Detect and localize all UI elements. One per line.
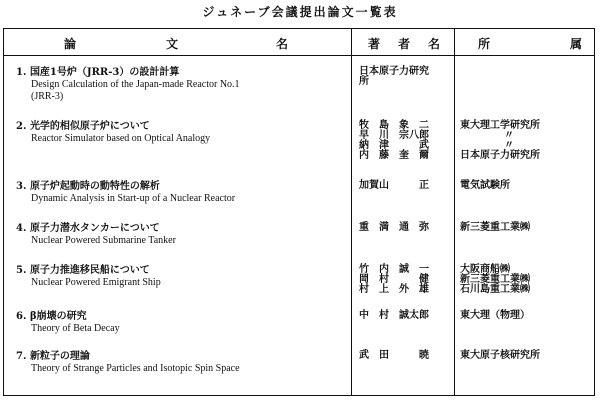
affiliation: 大阪商船㈱ — [460, 264, 510, 275]
paper-title — [16, 311, 351, 335]
affiliation: 日本原子力研究所 — [460, 150, 540, 161]
affiliation: 〃 — [504, 130, 514, 141]
paper-title — [16, 121, 351, 145]
affiliation-list — [460, 311, 592, 321]
header-author-1: 著 — [368, 37, 381, 51]
paper-title-en: Reactor Simulator based on Optical Analogy — [31, 133, 211, 144]
paper-title — [16, 351, 351, 375]
author-name: 内 藤 奎 爾 — [359, 150, 429, 161]
paper-title-en: Nuclear Powered Emigrant Ship — [31, 277, 161, 288]
paper-number: 6. — [16, 311, 27, 322]
header-affiliation-2: 属 — [570, 37, 583, 51]
paper-title-en: (JRR-3) — [31, 91, 64, 102]
papers-table — [3, 28, 595, 396]
author-name: 中 村 誠太郎 — [359, 310, 429, 321]
paper-title-ja: 光学的相似原子炉について — [29, 121, 150, 132]
author-name: 早 川 宗八郎 — [359, 130, 429, 141]
paper-title — [16, 181, 351, 205]
author-list — [359, 181, 447, 191]
affiliation: 〃 — [504, 140, 514, 151]
affiliation: 新三菱重工業㈱ — [460, 274, 530, 285]
author-name: 武 田 暁 — [359, 350, 429, 361]
affiliation-list — [460, 223, 592, 233]
column-divider — [351, 29, 352, 395]
affiliation: 電気試験所 — [460, 180, 510, 191]
author-name: 納 津 武 — [359, 140, 429, 151]
affiliation: 東大理工学研究所 — [460, 120, 540, 131]
paper-title-ja: 新粒子の理論 — [29, 351, 90, 362]
paper-title-ja: 原子力潜水タンカーについて — [29, 223, 160, 234]
author-name: 重 満 通 弥 — [359, 222, 429, 233]
header-author-3: 名 — [428, 37, 441, 51]
column-divider — [454, 29, 455, 395]
affiliation: 東大理（物理） — [460, 310, 530, 321]
paper-title-en: Nuclear Powered Submarine Tanker — [31, 235, 176, 246]
author-name: 日本原子力研究 — [359, 66, 429, 77]
header-divider — [4, 55, 594, 56]
author-list — [359, 223, 447, 233]
affiliation-list — [460, 351, 592, 361]
paper-number: 5. — [16, 265, 27, 276]
author-name: 岡 村 健 — [359, 274, 429, 285]
header-paper-2: 文 — [166, 37, 179, 51]
paper-title — [16, 265, 351, 289]
header-paper-3: 名 — [276, 37, 289, 51]
affiliation: 石川島重工業㈱ — [460, 284, 530, 295]
paper-number: 3. — [16, 181, 27, 192]
paper-title-en: Theory of Beta Decay — [31, 323, 120, 334]
paper-title — [16, 67, 351, 103]
paper-number: 2. — [16, 121, 27, 132]
affiliation-list — [460, 121, 592, 161]
author-list — [359, 311, 447, 321]
paper-title-ja: β崩壊の研究 — [29, 311, 87, 322]
author-list — [359, 67, 447, 87]
author-name: 所 — [359, 76, 369, 87]
header-author-2: 者 — [398, 37, 411, 51]
paper-title-ja: 原子炉起動時の動特性の解析 — [29, 181, 160, 192]
author-list — [359, 121, 447, 161]
author-name: 加賀山 正 — [359, 180, 429, 191]
paper-title-ja: 国産1号炉（JRR-3）の設計計算 — [29, 67, 180, 78]
paper-title-ja: 原子力推進移民船について — [29, 265, 150, 276]
affiliation: 東大原子核研究所 — [460, 350, 540, 361]
paper-title-en: Dynamic Analysis in Start-up of a Nuclear Reactor — [31, 193, 236, 204]
affiliation-list — [460, 265, 592, 295]
author-name: 竹 内 誠 一 — [359, 264, 429, 275]
paper-title-en: Design Calculation of the Japan-made Reactor No.1 — [31, 79, 240, 90]
author-name: 村 上 外 雄 — [359, 284, 429, 295]
paper-title — [16, 223, 351, 247]
affiliation: 新三菱重工業㈱ — [460, 222, 530, 233]
author-list — [359, 265, 447, 295]
header-affiliation-1: 所 — [478, 37, 491, 51]
affiliation-list — [460, 181, 592, 191]
paper-number: 1. — [16, 67, 27, 78]
header-paper-1: 論 — [64, 37, 77, 51]
author-name: 牧 島 象 二 — [359, 120, 429, 131]
author-list — [359, 351, 447, 361]
page-title: ジュネーブ会議提出論文一覧表 — [202, 5, 398, 19]
paper-number: 7. — [16, 351, 27, 362]
paper-title-en: Theory of Strange Particles and Isotopic Spin Space — [31, 363, 240, 374]
paper-number: 4. — [16, 223, 27, 234]
